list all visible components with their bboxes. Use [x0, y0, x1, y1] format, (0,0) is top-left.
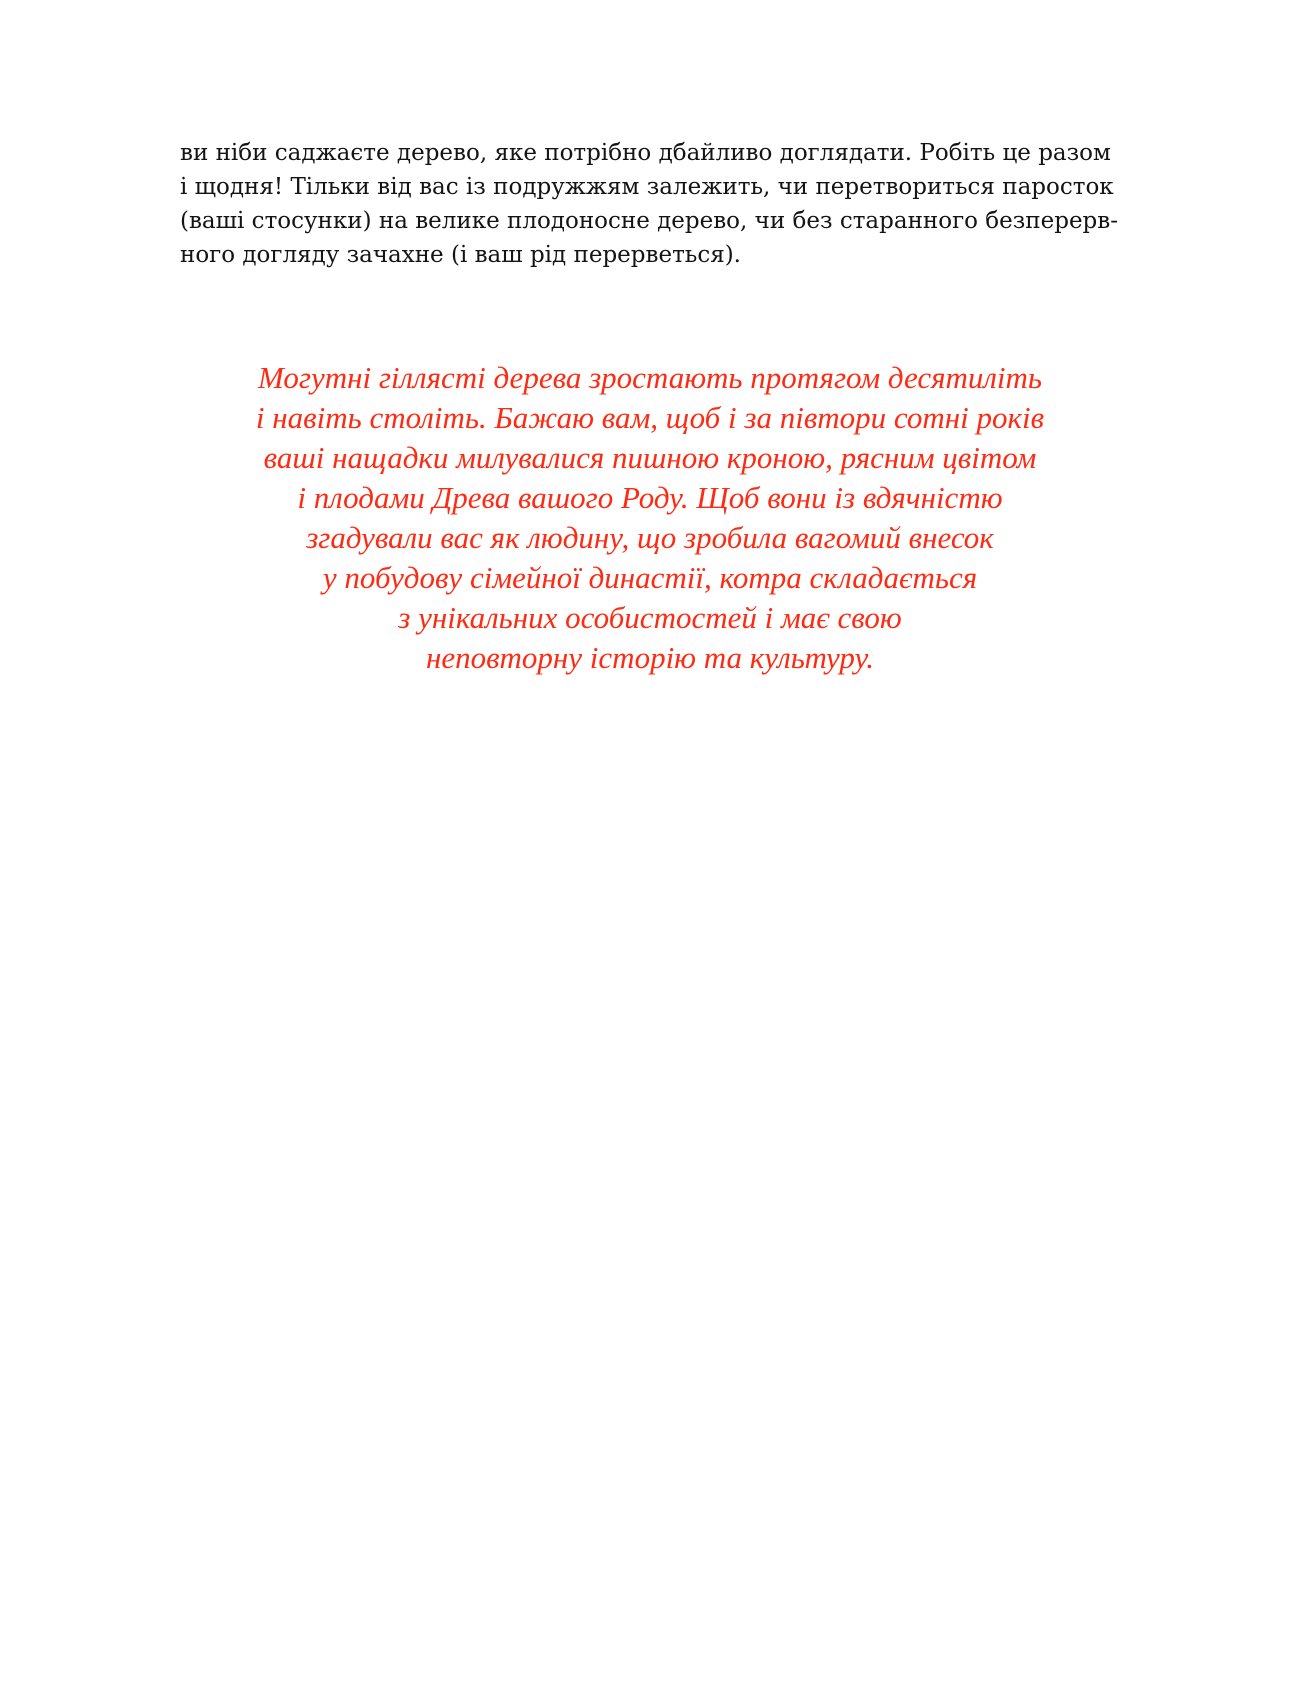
quote-line-4: і плодами Древа вашого Роду. Щоб вони із вдячністю [297, 480, 1003, 515]
body-paragraph-line-1: ви ніби саджаєте дерево, яке потрібно дбайливо доглядати. Робіть це разом [180, 140, 1111, 166]
body-paragraph [180, 136, 1140, 272]
quote-line-2: і навіть століть. Бажаю вам, щоб і за півтори сотні років [255, 400, 1045, 435]
quote-line-8: неповторну історію та культуру. [425, 640, 875, 675]
quote-line-3: ваші нащадки милувалися пишною кроною, рясним цвітом [263, 440, 1037, 475]
highlighted-quote [150, 358, 1150, 678]
body-paragraph-line-4: ного догляду зачахне (і ваш рід перерветься). [180, 242, 741, 268]
body-paragraph-line-3: (ваші стосунки) на велике плодоносне дерево, чи без старанного безперерв- [180, 208, 1119, 234]
quote-line-5: згадували вас як людину, що зробила вагомий внесок [306, 520, 994, 555]
quote-line-7: з унікальних особистостей і має свою [398, 600, 902, 635]
quote-line-1: Могутні гіллясті дерева зростають протягом десятиліть [257, 360, 1043, 395]
quote-line-6: у побудову сімейної династії, котра складається [322, 560, 978, 595]
body-paragraph-line-2: і щодня! Тільки від вас із подружжям залежить, чи перетвориться паросток [180, 174, 1114, 200]
